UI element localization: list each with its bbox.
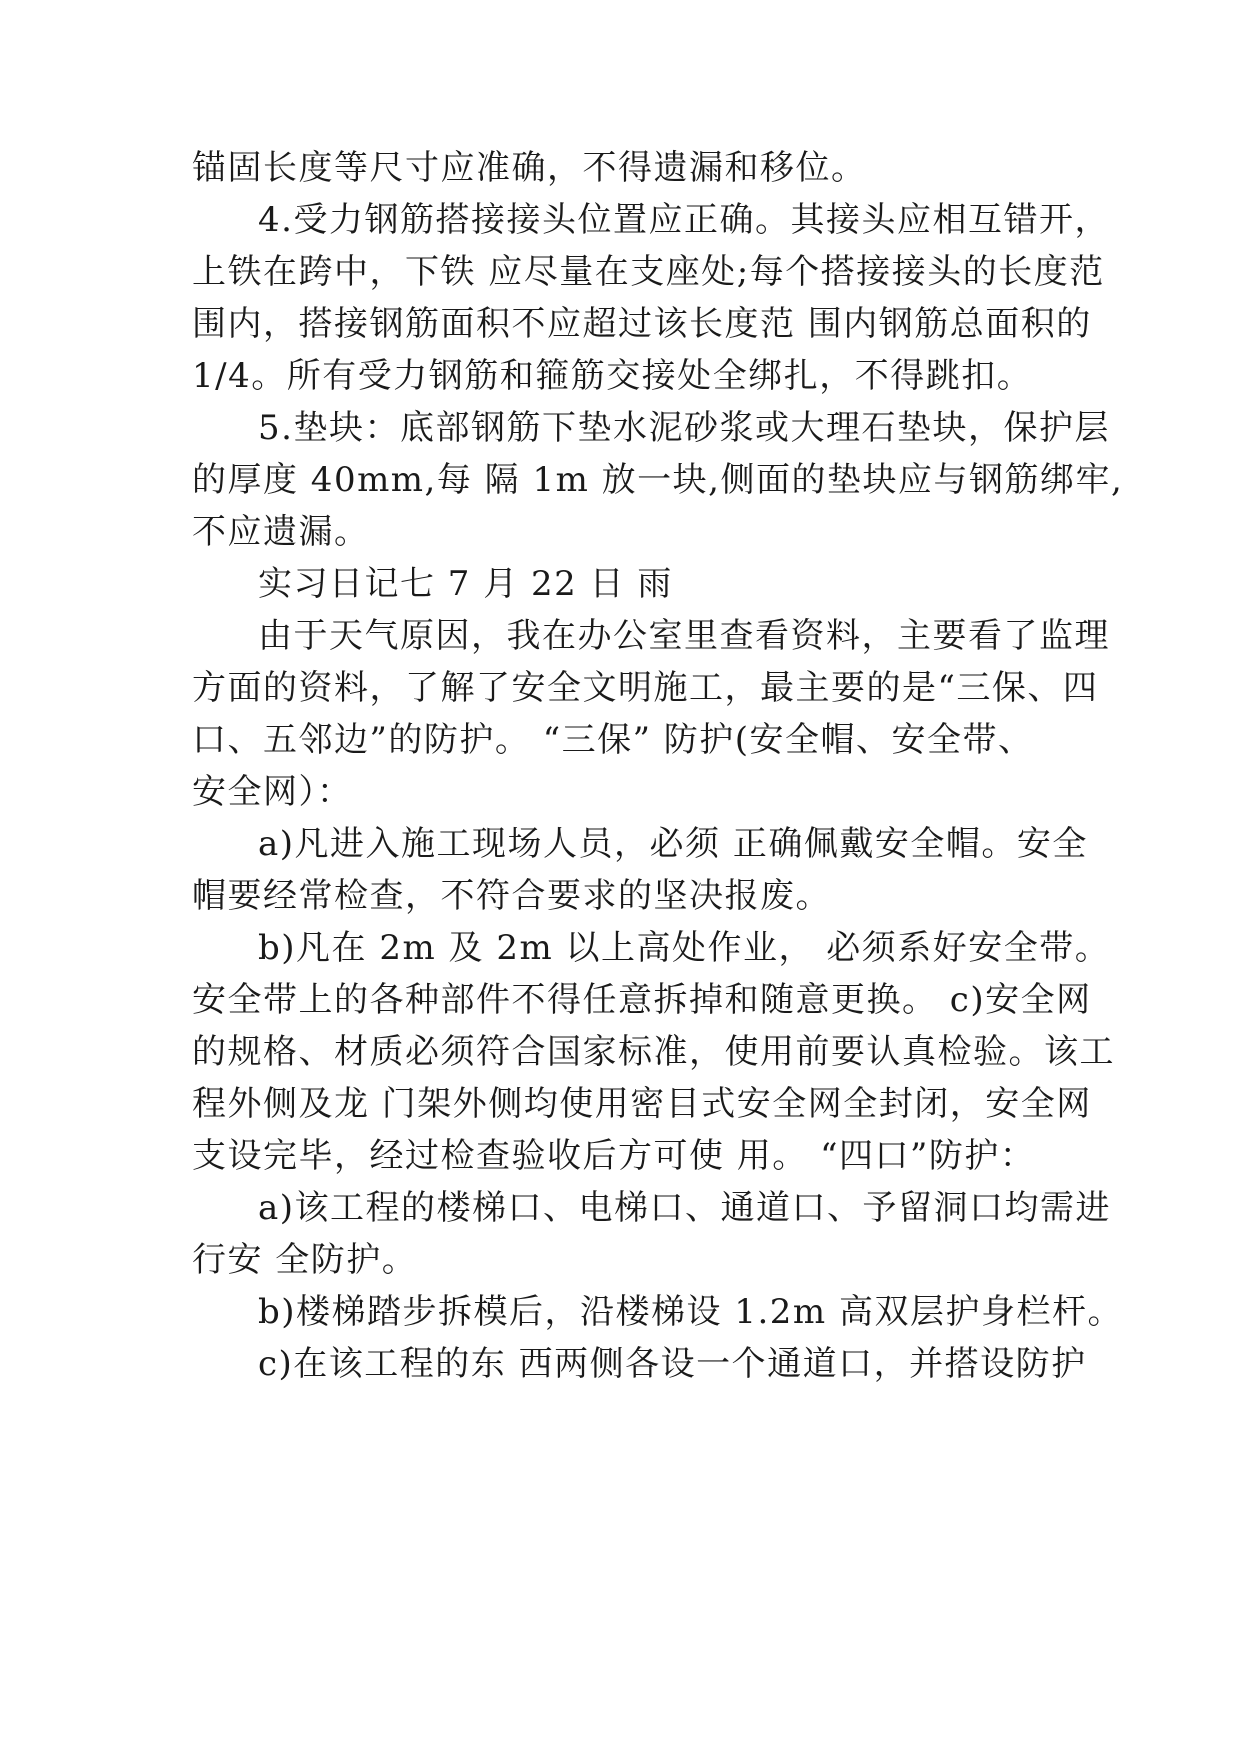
- diary-heading: 实习日记七 7 月 22 日 雨: [258, 564, 673, 604]
- text-line: a)凡进入施工现场人员，必须 正确佩戴安全帽。安全: [258, 824, 1088, 864]
- text-line: 安全网）：: [192, 772, 353, 812]
- text-line: 4.受力钢筋搭接接头位置应正确。其接头应相互错开，: [258, 200, 1110, 240]
- text-line: 支设完毕，经过检查验收后方可使 用。 “四口”防护：: [192, 1136, 1036, 1176]
- text-line: 程外侧及龙 门架外侧均使用密目式安全网全封闭，安全网: [192, 1084, 1092, 1124]
- text-line: 围内，搭接钢筋面积不应超过该长度范 围内钢筋总面积的: [192, 304, 1092, 344]
- text-line: 行安 全防护。: [192, 1240, 418, 1280]
- text-line: 安全带上的各种部件不得任意拆掉和随意更换。 c)安全网: [192, 980, 1092, 1020]
- text-line: b)楼梯踏步拆模后，沿楼梯设 1.2m 高双层护身栏杆。: [258, 1292, 1123, 1332]
- text-line: 锚固长度等尺寸应准确，不得遗漏和移位。: [192, 148, 867, 188]
- text-line: 5.垫块：底部钢筋下垫水泥砂浆或大理石垫块，保护层: [258, 408, 1110, 448]
- text-line: 1/4。所有受力钢筋和箍筋交接处全绑扎，不得跳扣。: [192, 356, 1033, 396]
- text-line: 口、五邻边”的防护。 “三保” 防护(安全帽、安全带、: [192, 720, 1034, 760]
- text-line: 的厚度 40mm,每 隔 1m 放一块,侧面的垫块应与钢筋绑牢,: [192, 460, 1124, 500]
- text-line: 上铁在跨中，下铁 应尽量在支座处;每个搭接接头的长度范: [192, 252, 1105, 292]
- text-line: 由于天气原因，我在办公室里查看资料，主要看了监理: [258, 616, 1110, 656]
- text-line: c)在该工程的东 西两侧各设一个通道口，并搭设防护: [258, 1344, 1087, 1384]
- text-line: b)凡在 2m 及 2m 以上高处作业， 必须系好安全带。: [258, 928, 1111, 968]
- text-line: a)该工程的楼梯口、电梯口、通道口、予留洞口均需进: [258, 1188, 1112, 1228]
- text-line: 的规格、材质必须符合国家标准，使用前要认真检验。该工: [192, 1032, 1115, 1072]
- text-line: 帽要经常检查，不符合要求的坚决报废。: [192, 876, 831, 916]
- text-line: 方面的资料，了解了安全文明施工，最主要的是“三保、四: [192, 668, 1099, 708]
- text-line: 不应遗漏。: [192, 512, 370, 552]
